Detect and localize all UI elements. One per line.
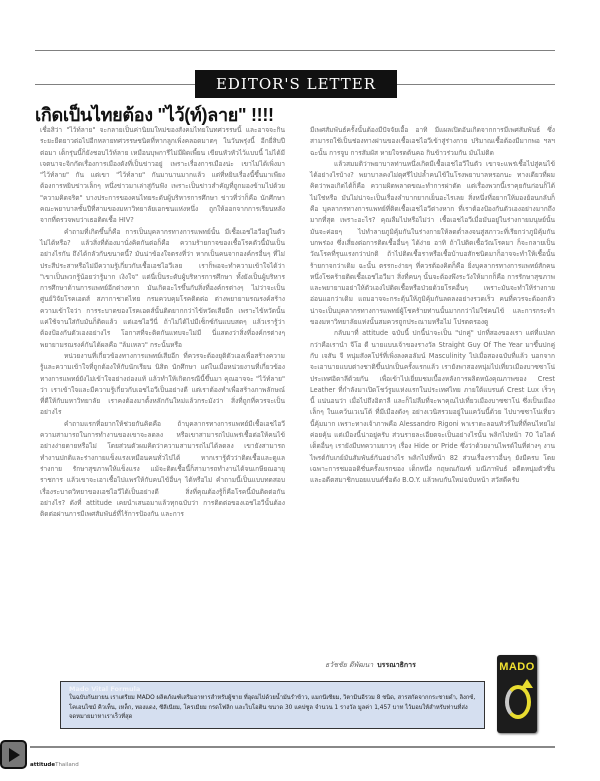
product-image (497, 655, 537, 733)
play-button[interactable] (0, 740, 27, 769)
play-icon (9, 748, 20, 762)
paragraph: คำถามที่เกิดขึ้นก็คือ การเป็นบุคลากรทางการแพทย์นั้น มีเชื้อเอชไอวีอยู่ในตัวไม่ได้หรือ? แล้วสิ่งที่ต้องมานั่งคิดกันต่อก็คือ ความร้ายกาจของเชื้อโรคตัวนี้มันเป็นอย่างไรกัน ถึงได้กลัวกันขนาดนี้? มันน่าข้องใจตรงที่ว่า หากเป็นคนจากองค์กรอื่นๆ ที่ไม่ประสีประสาหรือไม่มีความรู้เกี่ยวกับเชื้อเอชไอวีเลย เราก็พอจะทำความเข้าใจได้ว่า "เขาเป็นพวกรู้น้อยว่ารู้มาก เงิงใจ" แต่นี่เป็นระดับผู้บริหารการศึกษา ทั้งยังเป็นผู้บริหารการศึกษาด้านการแพทย์อีกต่างหาก มันเกิดอะไรขึ้นกับสิ่งที่องค์กรต่างๆ ไม่ว่าจะเป็นศูนย์วิจัยโรคเอดส์ สภากาชาดไทย กรมควบคุมโรคติดต่อ ต่างพยายามรณรงค์สร้างความเข้าใจว่า การระบาดของโรคเอดส์นั้นติดยากกว่าไข้หวัดเสียอีก เพราะไข้หวัดนั้นแค่ใช้จานใส่กับมันก็ติดแล้ว แต่เอชไอวีนี่ ถ้าไม่ได้ไปมีเซ็กซ์กันแบบสดๆ แล้วเรารู้ว่าต้องป้องกันตัวเองอย่างไร โอกาสที่จะติดกันแทบจะไม่มี นี่แสดงว่าสิ่งที่องค์กรต่างๆ พยายามรณรงค์กันได้ผลคือ "ล้มเหลว" กระนั้นหรือ (40, 227, 285, 349)
footer-brand-bold: attitude (30, 762, 56, 768)
paragraph: เชื่อสิว่า "ไว้ท์ลาย" จะกลายเป็นค่านิยมใหม่ของสังคมไทยในทศวรรษนี้ และอาจจะกินระยะยืดยาวต่อไปอีกหลายทศวรรษชนิดที่หากลูกเพิ่งคลอดมาตๆ ในวันพรุ่งนี้ อีกยี่สิบปีต่อมา เด็กรุ่นนี้ก็ยังชอบไว้ท์ลาย เหมือนบุพการีไม่มีผิดเพี้ยน เขียนหัวหัวไว้แบบนี้ ไม่ได้มีเจตนาจะจิกกัดเรื่องการเมืองดังที่เป็นข่าวอยู่ เพราะเรื่องการเมืองน่ะ เขาไม่ได้เพิ่งมา "ไว้ท์ลาย" กัน แต่เขา "ไว้ท์ลาย" กันมานานมากแล้ว แต่ที่หยิบเรื่องนี้ขึ้นมาเพียงต้องการหยิบข่าวเล็กๆ หนึ่งข่าวมาเล่าสู่กันฟัง เพราะเป็นข่าวสำคัญที่ถูกมองข้ามไปด้วย "ความคิดจริต" บางประการของคนไทยระดับผู้บริหารการศึกษา ข่าวที่ว่าก็คือ นักศึกษาคณะพยาบาลชั้นปีที่สามของมหาวิทยาลัยเอกชนแห่งหนึ่ง ถูกให้ออกจากการเรียนหลังจากที่ตรวจพบว่าเธอติดเชื้อ HIV? (40, 126, 285, 225)
top-rule (35, 50, 555, 51)
promo-text: ในฉบับกันยายน เราเตรียม MADO ผลิตภัณฑ์เสริมอาหารสำหรับผู้ชาย ที่อุดมไปด้วยน้ำมันรำข้าว, แมกนีเซียม, วิตามินอีรวม 8 ชนิด, สารสกัดจากกระชายดำ, ลิงกซ์, โคเอนไซม์ คิวเท็น, เหล็ก, ทองแดง, ซีลีเนียม, โครเมียม กรดโฟลิก และไบโอติน ขนาด 30 แคปซูล จำนวน 1 รางวัล มูลค่า 1,457 บาท ไว้มอบให้สำหรับท่านที่ส่งจดหมายมาหาเราเร็วที่สุด (69, 695, 476, 720)
page-title: เกิดเป็นไทยต้อง "ไว้(ท์)ลาย" !!!! (35, 105, 274, 125)
product-brand: MADO (499, 661, 535, 673)
paragraph: คำถามแรกที่อยากให้ช่วยกันคิดคือ ถ้าบุคลากรทางการแพทย์มีเชื้อเอชไอวี ความสามารถในการทำงานของเขาจะลดลง หรือเขาสามารถไปแพร่เชื้อต่อให้คนไข้อย่างง่ายดายหรือไม่ โดยส่วนตัวผมคิดว่าความสามารถไม่ได้ลดลง เขายังสามารถทำงานปกติและร่างกายแข็งแรงเหมือนคนทั่วไปได้ หากเรารู้ตัวว่าติดเชื้อและดูแลร่างกาย รักษาสุขภาพให้แข็งแรง แม้จะติดเชื้อนี้ก็สามารถทำงานได้จนเกษียณอายุราชการ แล้วเขาจะเอาเชื้อไปแพร่ให้กับคนไข้อื่นๆ ได้หรือไม่ คำถามนี้เป็นแบบทดสอบเรื่องระบาดวิทยาของเอชไอวีได้เป็นอย่างดี สิ่งที่คุณต้องรู้ก็คือโรคนี้มันติดต่อกันอย่างไร? ดังที่ attitude เคยนำเสนอมาแล้วทุกฉบับว่า การติดต่อของเอชไอวีนั้นต้องติดต่อผ่านการมีเพศสัมพันธ์ที่ไร้การป้องกัน และการ (40, 419, 285, 519)
paragraph: หน่วยงานที่เกี่ยวข้องทางการแพทย์เสียอีก ที่ควรจะต้องยุติตัวเองเพื่อสร้างความรู้และความเข้าใจที่ถูกต้องให้กับนักเรียน นิสิต นักศึกษา แต่ในเมื่อหน่วยงานที่เกี่ยวข้องทางการแพทย์ยังไม่เข้าใจอย่างถ่องแท้ แล้วทำให้เกิดกรณีนี้ขึ้นมา คุณอาจจะ "ไว้ท์ลาย" ว่า เราเข้าใจและมีความรู้เกี่ยวกับเอชไอวีเป็นอย่างดี แต่เราต้องทำเพื่อสร้างภาพลักษณ์ที่ดีให้กับมหาวิทยาลัย เราคงต้องมาตั้งหลักกันใหม่แล้วกระมังว่า สิ่งที่ถูกที่ควรจะเป็นอย่างไร (40, 351, 285, 417)
article-column-right (310, 125, 555, 487)
promo-heading: Mado Vital Formula (69, 685, 141, 693)
paragraph: กลับมาที่ attitude ฉบับนี้ ปกนี้น่าจะเป็น "ปกคู่" ปกที่สองของเรา แต่ที่แปลกกว่าคือเรานำ จีโอ ดี นายแบบเจ้าของรางวัล Straight Guy Of The Year มาขึ้นปกคู่กับ เจสัน จี หนุ่มสังคโปร์ที่เพิ่งลงคอลัมน์ Masculinity ไปเมื่อสองฉบับที่แล้ว นอกจากจะเอานายแบบต่างชาติขึ้นปกเป็นครั้งแรกแล้ว เรายังพาสองหนุ่มไปเที่ยวเมืองบาซซาโน่ ประเทศอิตาลีด้วยกัน เพื่อเข้าไปเยี่ยมชมเบื้องหลังการผลิตหนังคุณภาพของ Crest Leather ที่กำลังมาเปิดโชว์รูมแห่งแรกในประเทศไทย ภายใต้แบรนด์ Crest Lux เร็วๆ นี้ แน่นอนว่า เมื่อไปถึงอิตาลี และก็ไม่ลืมที่จะพาคุณไปเที่ยวเมืองบาซซาโน่ ซึ่งเป็นเมืองเล็กๆ ในแคว้นเวเนโต้ ที่มีเมืองดังๆ อย่างเวนิสรวมอยู่ในแคว้นนี้ด้วย ไปบาซซาโน่เที่ยวนี้คุ้มมาก เพราะทางเจ้าภาพคือ Alessandro Rigoni พาเราตะลอนทัวร์ในที่ที่คนไทยไม่ค่อยคุ้น แต่เมืองนี้น่าอยู่ครับ ส่วนรายละเอียดจะเป็นอย่างไรนั้น พลิกไปหน้า 70 ไอไลต์เด็ดอื่นๆ เรายังมีบทความยาวๆ เรื่อง Hide or Pride ซึ่งว่าด้วยงานไพรด์ในที่ต่างๆ งานไพรด์กับเกย์มันสัมพันธ์กันอย่างไร พลิกไปที่หน้า 82 ส่วนเรื่องราวอื่นๆ ยังมีครบ โดยเฉพาะการชมออดิชั่นครั้งแรกของ เด็กหนึ่ง กฤษณภัณฑ์ มณีภาพันธ์ อดีตหนุ่มตัวซึ่นและอดีตสมาชิกบอยแบนด์ชื่อดัง B.O.Y. แล้วพบกันใหม่ฉบับหน้า สวัสดีครับ (310, 329, 555, 485)
promo-box (60, 681, 485, 729)
footer-brand-light: Thailand (55, 762, 79, 768)
editor-name: ธวัชชัย ดีพัฒนา (325, 661, 374, 669)
footer-rule (30, 746, 555, 748)
footer-brand (30, 762, 79, 768)
arrow-up-icon (521, 679, 533, 688)
swirl-icon (505, 685, 531, 719)
paragraph: มีเพศสัมพันธ์ครั้งนั้นต้องมีปัจจัยเอื้อ อาทิ มีแผลเปิดอันเกิดจากการมีเพศสัมพันธ์ ซึ่งสามารถใช้เป็นช่องทางผ่านของเชื้อเอชไอวีเข้าสู่ร่างกาย ปริมาณเชื้อต้องมีมากพอ ฯลฯ ฉะนั้น การจูบ การสัมผัส หายใจรดต้นคอ กินข้าวร่วมกัน มันไม่ติด (310, 126, 555, 157)
section-label: EDITOR'S LETTER (195, 70, 397, 98)
article-column-left (40, 125, 285, 520)
editor-role: บรรณาธิการ (377, 661, 416, 669)
paragraph: แล้วสมมติว่าพยาบาลท่านหนึ่งเกิดมีเชื้อเอชไอวีในตัว เขาจะแพร่เชื้อไปสู่คนไข้ได้อย่างไรบ้าง? พยาบาลคงไม่ดุศรีไปปล้ำคนไข้ในโรงพยาบาลหรอกนะ ทางเดียวที่ผมคิดว่าพอเกิดได้ก็คือ ความผิดพลาดขณะทำการผ่าตัด แต่เรื่องพวกนี้เราคุยกันก่อนก็ได้ ไม่ใช่หรือ มันไม่น่าจะเป็นเรื่องลำบากยากเย็นอะไรเลย สิ่งหนึ่งที่อยากให้มองย้อนกลับก็คือ บุคลากรทางการแพทย์ที่ติดเชื้อเอชไอวีต่างหาก ที่เราต้องป้องกันตัวเองอย่างมากถึงมากที่สุด เพราะอะไร? คุณลืมไปหรือไม่ว่า เชื้อเอชไอวีเมื่อมันอยู่ในร่างกายมนุษย์นั้น มันจะค่อยๆ ไปทำลายภูมิคุ้มกันในร่างกายให้ลดต่ำลงจนสู่สภาวะที่เรียกว่าภูมิคุ้มกันบกพร่อง ซึ่งเสี่ยงต่อการติดเชื้ออื่นๆ ได้ง่าย อาทิ ถ้าไปติดเชื้อวัณโรคมา ก็จะกลายเป็นวัณโรคที่รุนแรงกว่าปกติ ถ้าไปติดเชื้อราหรือเชื้อบ้าบอสักชนิดมาก็อาจจะทำให้เชื้อนั้นร้ายกาจกว่าเดิม ฉะนั้น ตรรกะง่ายๆ ที่ควรต้องคิดก็คือ ยิ่งบุคลากรทางการแพทย์สักคนหนึ่งโชคร้ายติดเชื้อเอชไอวีมา สิ่งที่คนๆ นั้นจะต้องพึงระวังให้มากก็คือ การรักษาสุขภาพ และพยายามอย่าให้ตัวเองไปติดเชื้อหรือป่วยด้วยโรคอื่นๆ เพราะมันจะทำให้ร่างกายอ่อนแอกว่าเดิม แถมอาจจะกระตุ้นให้ภูมิคุ้มกันลดลงอย่างรวดเร็ว คนที่ควรจะต้องกลัวน่าจะเป็นบุคลากรทางการแพทย์ผู้โชคร้ายท่านนั้นมากกว่าไม่ใช่คนไข้ และการกระทำของมหาวิทยาลัยแห่งนั้นสมควรถูกประณามหรือไม่ โปรดตรองดู (310, 159, 555, 327)
editor-signature (325, 660, 416, 671)
